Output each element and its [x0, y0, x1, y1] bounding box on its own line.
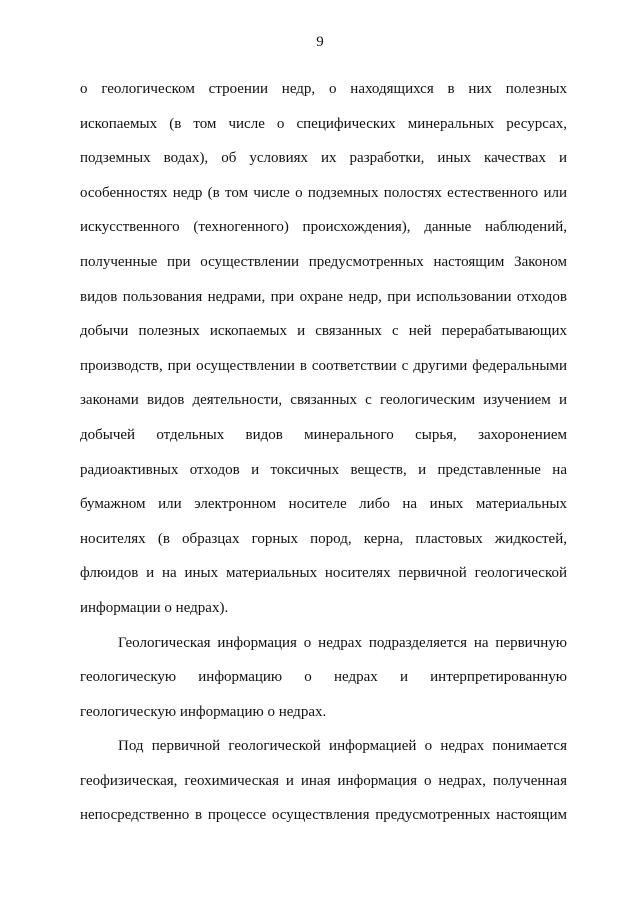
text-line: искусственного (техногенного) происхождения), данные наблюдений,: [80, 219, 567, 236]
text-line: видов пользования недрами, при охране недр, при использовании отходов: [80, 288, 567, 305]
text-line: подземных водах), об условиях их разработки, иных качествах и: [80, 150, 567, 167]
text-line: добычей отдельных видов минерального сырья, захоронением: [80, 426, 567, 443]
text-line: Под первичной геологической информацией о недрах понимается: [118, 738, 567, 755]
text-line: информации о недрах).: [80, 599, 229, 616]
text-line: особенностях недр (в том числе о подземных полостях естественного или: [80, 184, 567, 201]
body-text: [80, 79, 567, 840]
text-line: законами видов деятельности, связанных с геологическим изучением и: [80, 392, 567, 409]
text-line: о геологическом строении недр, о находящихся в них полезных: [80, 81, 567, 97]
text-line: флюидов и на иных материальных носителях первичной геологической: [80, 565, 567, 582]
text-line: носителях (в образцах горных пород, керна, пластовых жидкостей,: [80, 530, 567, 547]
text-line: радиоактивных отходов и токсичных веществ, и представленные на: [80, 461, 567, 478]
page-number: 9: [316, 34, 324, 50]
text-line: производств, при осуществлении в соответствии с другими федеральными: [80, 357, 567, 374]
text-line: геологическую информацию о недрах.: [80, 703, 327, 720]
text-line: бумажном или электронном носителе либо на иных материальных: [80, 496, 567, 513]
text-line: Геологическая информация о недрах подразделяется на первичную: [118, 634, 567, 651]
text-line: ископаемых (в том числе о специфических минеральных ресурсах,: [80, 115, 567, 132]
text-line: добычи полезных ископаемых и связанных с ней перерабатывающих: [80, 323, 567, 340]
text-line: геологическую информацию о недрах и интерпретированную: [80, 669, 567, 686]
text-line: полученные при осуществлении предусмотренных настоящим Законом: [80, 253, 567, 270]
text-line: непосредственно в процессе осуществления предусмотренных настоящим: [80, 807, 567, 824]
text-line: геофизическая, геохимическая и иная информация о недрах, полученная: [80, 772, 567, 789]
